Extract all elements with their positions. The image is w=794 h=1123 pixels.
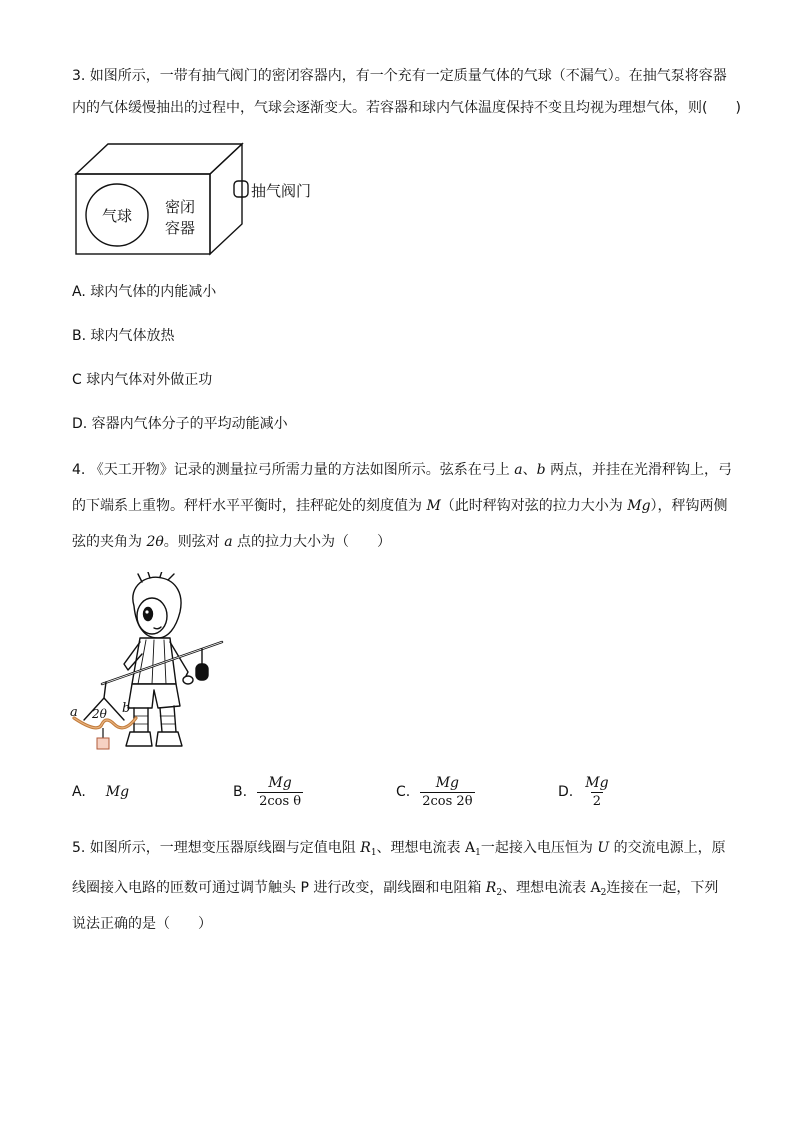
var-R2: R	[485, 880, 497, 896]
q5-text: 线圈接入电路的匝数可通过调节触头 P 进行改变，副线圈和电阻箱	[72, 880, 486, 896]
var-M: M	[426, 498, 441, 514]
option-letter: C.	[396, 784, 411, 800]
option-letter: B.	[233, 784, 248, 800]
q4-option-b[interactable]	[233, 770, 303, 814]
q5-text: 的交流电源上，原	[609, 840, 726, 856]
fraction-numerator: Mg	[585, 774, 609, 791]
q4-bow-figure	[68, 572, 234, 756]
q3-option-c[interactable]: C 球内气体对外做正功	[72, 372, 213, 388]
q5-text: 一起接入电压恒为	[480, 840, 598, 856]
q4-text: 4. 《天工开物》记录的测量拉弓所需力量的方法如图所示。弦系在弓上	[72, 462, 515, 478]
option-b-fraction	[257, 775, 303, 810]
q5-stem-line-1	[72, 838, 726, 863]
var-Mg: Mg	[627, 498, 651, 514]
fraction-denominator: 2cos θ	[259, 793, 302, 809]
fraction-denominator: 2	[592, 793, 602, 809]
var-A1: A	[465, 840, 476, 856]
var-A2: A	[590, 880, 601, 896]
q4-option-c[interactable]	[396, 770, 475, 814]
q5-text: 、理想电流表	[502, 880, 591, 896]
q5-stem-line-2	[72, 878, 722, 903]
option-a-value: Mg	[105, 784, 130, 800]
q4-option-a[interactable]	[72, 770, 129, 814]
q4-option-d[interactable]	[558, 770, 611, 814]
q4-text: 的下端系上重物。秤杆水平平衡时，挂秤砣处的刻度值为	[72, 498, 427, 514]
q3-option-a[interactable]: A. 球内气体的内能减小	[72, 284, 217, 300]
q5-stem-line-3: 说法正确的是（ ）	[72, 916, 212, 932]
point-a: a	[514, 462, 523, 478]
q4-text: ），秤钩两侧	[650, 498, 728, 514]
q3-stem-line-2: 内的气体缓慢抽出的过程中，气球会逐渐变大。若容器和球内气体温度保持不变且均视为理想气体，则( )	[72, 100, 741, 116]
var-R1: R	[360, 840, 371, 856]
bow-point-b-label: b	[122, 701, 131, 716]
point-a: a	[224, 534, 233, 550]
var-U: U	[597, 840, 610, 856]
q4-text: 弦的夹角为	[72, 534, 147, 550]
fraction-numerator: Mg	[435, 774, 460, 791]
angle-2theta: 2θ	[146, 534, 164, 550]
q5-text: 5. 如图所示，一理想变压器原线圈与定值电阻	[72, 840, 361, 856]
q5-text: 连接在一起，下列	[606, 880, 719, 896]
q4-stem-line-1	[72, 460, 733, 480]
point-b: b	[536, 462, 546, 478]
q4-stem-line-3	[72, 532, 722, 552]
container-label-2: 容器	[164, 219, 196, 237]
q4-text: 点的拉力大小为（ ）	[232, 534, 392, 550]
var-R2-sub: 2	[496, 888, 503, 898]
q3-stem-line-1: 3. 如图所示，一带有抽气阀门的密闭容器内，有一个充有一定质量气体的气球（不漏气）。在抽气泵将容器	[72, 68, 727, 84]
bow-point-a-label: a	[70, 705, 78, 720]
option-letter: A.	[72, 784, 86, 800]
q4-text: （此时秤钩对弦的拉力大小为	[440, 498, 628, 514]
bow-angle-label: 2θ	[92, 707, 107, 721]
var-A1-sub: 1	[475, 848, 481, 858]
q5-text: 、理想电流表	[376, 840, 465, 856]
q4-stem-line-2	[72, 496, 728, 516]
option-c-fraction	[420, 775, 474, 810]
q3-option-b[interactable]: B. 球内气体放热	[72, 328, 175, 344]
q3-option-d[interactable]: D. 容器内气体分子的平均动能减小	[72, 416, 288, 432]
fraction-denominator: 2cos 2θ	[422, 793, 473, 809]
q4-text: 、	[522, 462, 537, 478]
q4-text: 两点，并挂在光滑秤钩上，弓	[545, 462, 733, 478]
valve-label: 抽气阀门	[251, 182, 312, 200]
q3-container-figure	[70, 136, 330, 260]
option-d-fraction	[583, 775, 610, 810]
fraction-numerator: Mg	[268, 774, 292, 791]
var-R1-sub: 1	[370, 848, 377, 858]
option-letter: D.	[558, 784, 574, 800]
q4-text: 。则弦对	[163, 534, 225, 550]
var-A2-sub: 2	[600, 888, 607, 898]
container-label-1: 密闭	[164, 198, 196, 216]
balloon-label: 气球	[101, 207, 133, 225]
